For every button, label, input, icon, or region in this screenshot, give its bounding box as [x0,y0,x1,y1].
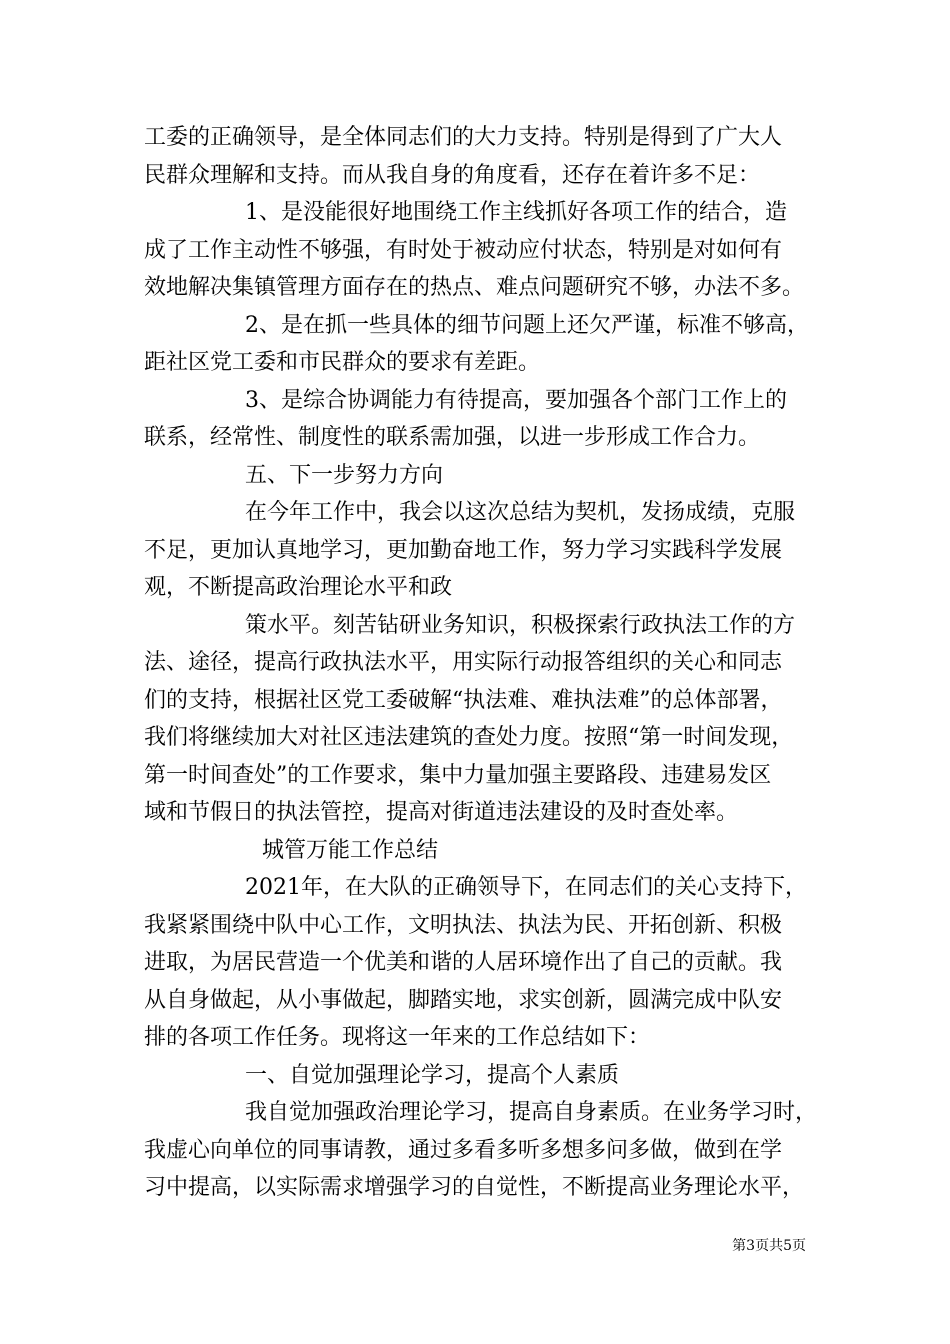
text-line: 不足，更加认真地学习，更加勤奋地工作，努力学习实践科学发展 [144,537,783,563]
text-line: 我虚心向单位的同事请教，通过多看多听多想多问多做，做到在学 [144,1137,783,1163]
text-line: 我们将继续加大对社区违法建筑的查处力度。按照“第一时间发现， [144,725,794,750]
section-title: 城管万能工作总结 [262,837,439,863]
text-line: 我自觉加强政治理论学习，提高自身素质。在业务学习时， [245,1100,818,1125]
text-line: 效地解决集镇管理方面存在的热点、难点问题研究不够，办法不多。 [144,275,805,300]
text-line: 在今年工作中，我会以这次总结为契机，发扬成绩，克服 [245,500,796,525]
text-line: 观，不断提高政治理论水平和政 [144,575,453,600]
document-body [144,119,824,1207]
text-line: 排的各项工作任务。现将这一年来的工作总结如下： [144,1025,651,1050]
text-line: 成了工作主动性不够强，有时处于被动应付状态，特别是对如何有 [144,237,783,263]
text-line: 域和节假日的执法管控，提高对街道违法建设的及时查处率。 [144,800,739,825]
text-line: 习中提高，以实际需求增强学习的自觉性，不断提高业务理论水平， [144,1175,805,1200]
text-line: 五、下一步努力方向 [245,462,444,488]
text-line: 工委的正确领导，是全体同志们的大力支持。特别是得到了广大人 [144,125,783,150]
text-line: 3、是综合协调能力有待提高，要加强各个部门工作上的 [245,387,787,413]
text-line: 一、自觉加强理论学习，提高个人素质 [245,1062,620,1088]
page-number: 第3页共5页 [732,1238,806,1254]
text-line: 2、是在抓一些具体的细节问题上还欠严谨，标准不够高， [245,312,809,338]
text-line: 们的支持，根据社区党工委破解“执法难、难执法难”的总体部署， [144,687,783,713]
text-line: 2021年，在大队的正确领导下，在同志们的关心支持下， [245,875,807,900]
text-line: 民群众理解和支持。而从我自身的角度看，还存在着许多不足： [144,162,761,188]
text-line: 1、是没能很好地围绕工作主线抓好各项工作的结合，造 [245,200,787,225]
text-line: 策水平。刻苦钻研业务知识，积极探索行政执法工作的方 [245,612,796,638]
text-line: 从自身做起，从小事做起，脚踏实地，求实创新，圆满完成中队安 [144,987,783,1013]
text-line: 法、途径，提高行政执法水平，用实际行动报答组织的关心和同志 [144,650,783,675]
text-line: 距社区党工委和市民群众的要求有差距。 [144,350,541,375]
text-line: 进取，为居民营造一个优美和谐的人居环境作出了自己的贡献。我 [144,950,783,975]
text-line: 联系，经常性、制度性的联系需加强，以进一步形成工作合力。 [144,425,761,450]
text-line: 第一时间查处”的工作要求，集中力量加强主要路段、违建易发区 [144,762,772,788]
text-line: 我紧紧围绕中队中心工作，文明执法、执法为民、开拓创新、积极 [144,912,783,938]
